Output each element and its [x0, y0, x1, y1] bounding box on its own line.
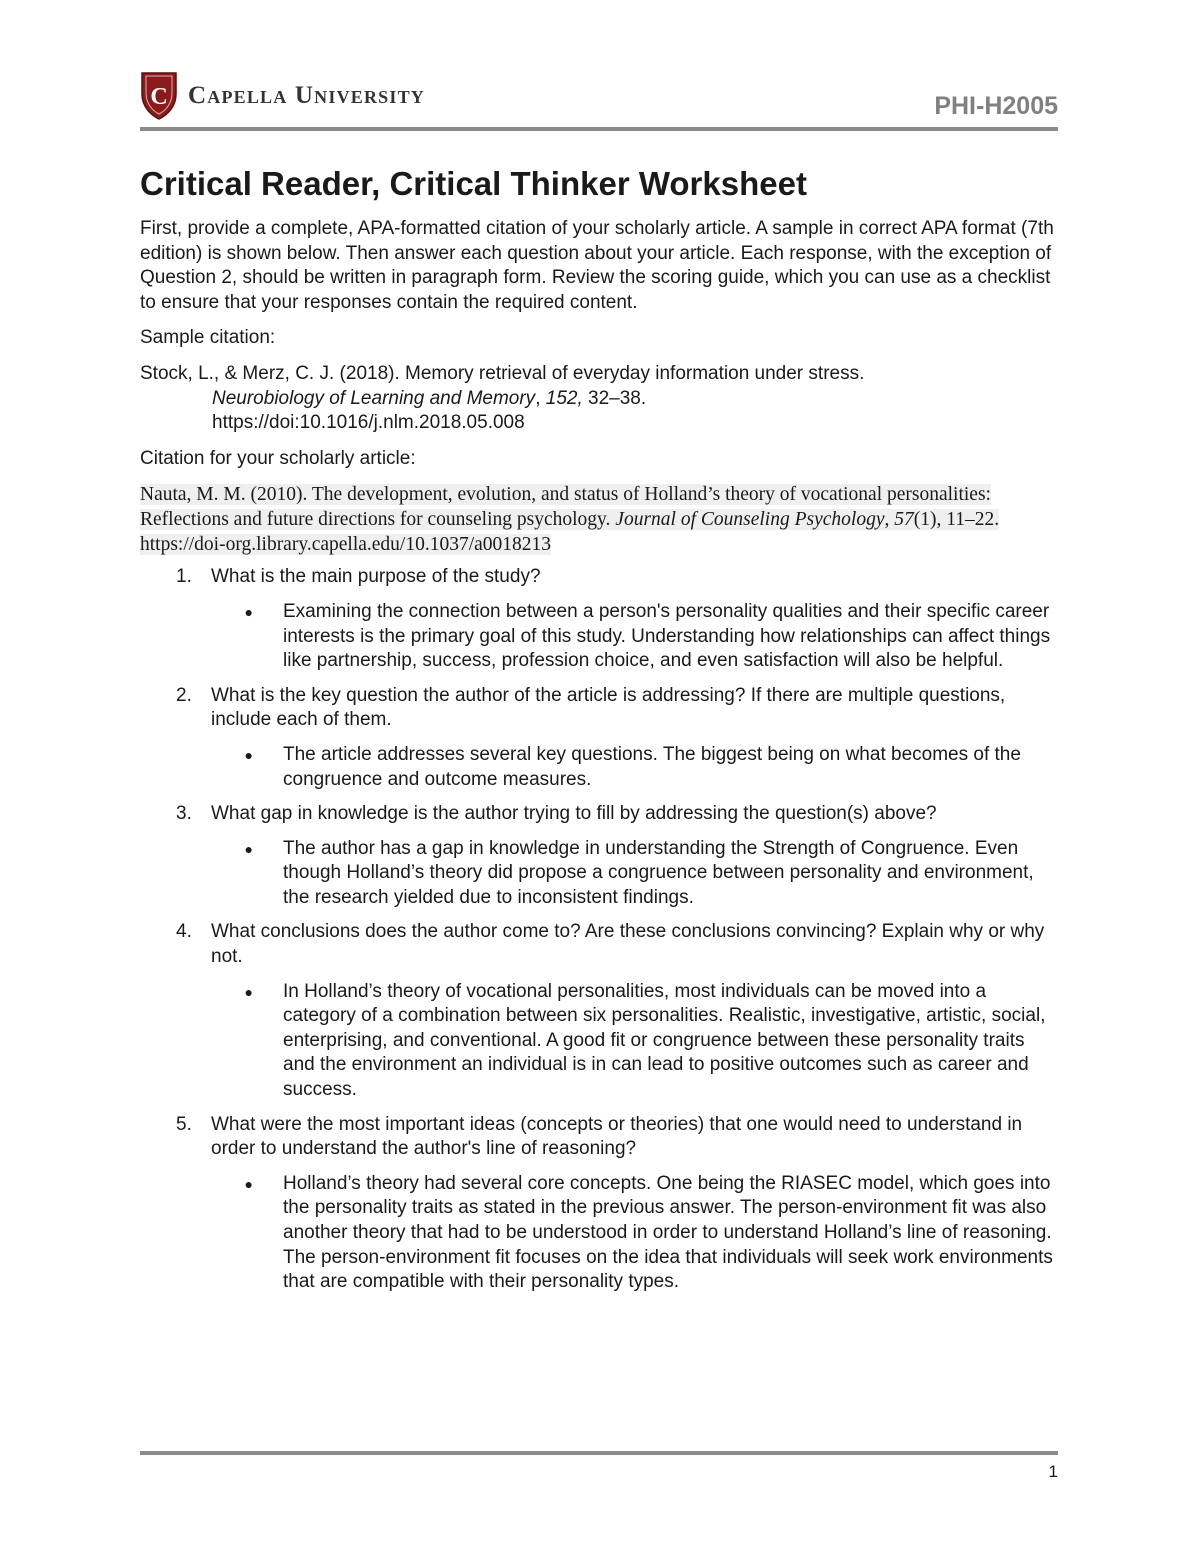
- question-number: 3.: [176, 803, 192, 825]
- question-text: What is the main purpose of the study?: [211, 566, 541, 588]
- question-item: [140, 802, 1060, 827]
- sample-citation-source: Neurobiology of Learning and Memory, 152, 32–38.: [212, 387, 647, 409]
- sample-citation-authors: Stock, L., & Merz, C. J. (2018). Memory retrieval of everyday information under stress.: [140, 362, 865, 384]
- header-divider: [140, 127, 1058, 131]
- article-citation-label: Citation for your scholarly article:: [140, 447, 416, 469]
- answer-text: The author has a gap in knowledge in understanding the Strength of Congruence. Even though Holland’s theory did propose a congruence between personality and environment, the research yielded due to inconsistent findings.: [283, 837, 1034, 908]
- question-number: 5.: [176, 1113, 192, 1135]
- article-citation-rest: (1), 11–22. https://doi-org.library.capella.edu/10.1037/a0018213: [140, 509, 1000, 556]
- university-logo: [140, 68, 425, 122]
- question-number: 4.: [176, 921, 192, 943]
- shield-icon: [140, 70, 178, 120]
- bullet-icon: ●: [244, 840, 253, 857]
- footer-divider: [140, 1451, 1058, 1455]
- university-wordmark: Capella University: [188, 81, 425, 109]
- bullet-icon: ●: [244, 746, 253, 763]
- answer-item: [140, 837, 1060, 911]
- course-code: PHI-H2005: [934, 92, 1058, 120]
- article-citation: [140, 482, 1060, 557]
- question-item: [140, 1113, 1060, 1162]
- article-citation-journal: Journal of Counseling Psychology: [615, 509, 885, 531]
- worksheet-body: [140, 217, 1060, 1305]
- question-item: [140, 565, 1060, 590]
- intro-paragraph: First, provide a complete, APA-formatted citation of your scholarly article. A sample in correct APA format (7th edition) is shown below. Then answer each question about your article. Each response, with the exception of Question 2, should be written in paragraph form. Review the scoring guide, which you can use as a checklist to ensure that your responses contain the required content.: [140, 218, 1054, 313]
- answer-text: Examining the connection between a person's personality qualities and their specific career interests is the primary goal of this study. Understanding how relationships can affect things like partnership, success, profession choice, and even satisfaction will also be helpful.: [283, 600, 1051, 672]
- answer-item: [140, 600, 1060, 674]
- question-text: What were the most important ideas (concepts or theories) that one would need to understand in order to understand the author's line of reasoning?: [211, 1113, 1023, 1160]
- sample-citation: [140, 362, 1060, 436]
- answer-item: [140, 743, 1060, 792]
- question-number: 1.: [176, 566, 192, 588]
- question-text: What gap in knowledge is the author trying to fill by addressing the question(s) above?: [211, 803, 937, 825]
- answer-text: The article addresses several key questions. The biggest being on what becomes of the congruence and outcome measures.: [283, 743, 1021, 790]
- question-item: [140, 684, 1060, 733]
- article-citation-volume: 57: [894, 509, 914, 531]
- answer-item: [140, 980, 1060, 1103]
- answer-text: In Holland’s theory of vocational personalities, most individuals can be moved into a category of a combination between six personalities. Realistic, investigative, artistic, social, enterprising, and conventional. A good fit or congruence between these personality traits and the environment an individual is in can lead to positive outcomes such as career and success.: [283, 980, 1046, 1101]
- sample-citation-pages: 32–38.: [582, 387, 647, 409]
- question-item: [140, 920, 1060, 969]
- bullet-icon: ●: [244, 983, 253, 1000]
- question-list: [140, 565, 1060, 1294]
- answer-text: Holland’s theory had several core concepts. One being the RIASEC model, which goes into the personality traits as stated in the previous answer. The person-environment fit was also another theory that had to be understood in order to understand Holland’s line of reasoning. The person-environment fit focuses on the idea that individuals will seek work environments that are compatible with their personality types.: [283, 1172, 1053, 1293]
- answer-item: [140, 1172, 1060, 1295]
- sample-citation-label: Sample citation:: [140, 327, 276, 349]
- svg-text:C: C: [150, 84, 168, 110]
- article-citation-separator: ,: [884, 509, 895, 531]
- page-number: 1: [1048, 1462, 1058, 1481]
- sample-citation-journal: Neurobiology of Learning and Memory: [212, 387, 536, 409]
- question-text: What is the key question the author of the article is addressing? If there are multiple questions, include each of them.: [211, 684, 1006, 731]
- bullet-icon: ●: [244, 603, 253, 620]
- bullet-icon: ●: [244, 1175, 253, 1192]
- page-title: Critical Reader, Critical Thinker Worksheet: [140, 165, 807, 202]
- page-header: [140, 66, 1058, 130]
- sample-citation-doi: https://doi:10.1016/j.nlm.2018.05.008: [212, 412, 525, 434]
- question-text: What conclusions does the author come to? Are these conclusions convincing? Explain why or why not.: [211, 921, 1045, 968]
- sample-citation-volume: 152,: [545, 387, 583, 409]
- article-citation-text: Nauta, M. M. (2010). The development, evolution, and status of Holland’s theory of vocational personalities: Reflections and future directions for counseling psychology.: [140, 484, 991, 531]
- question-number: 2.: [176, 684, 192, 706]
